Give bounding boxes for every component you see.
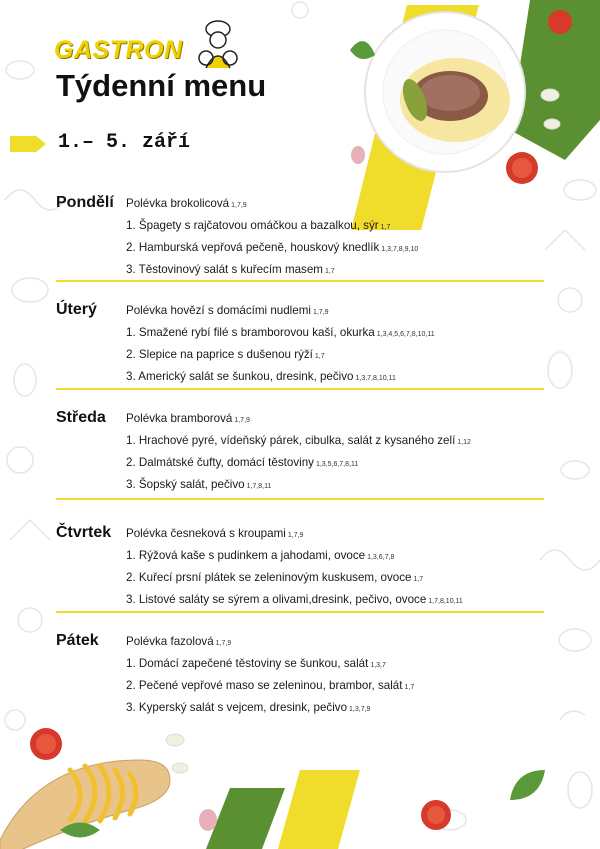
yellow-stripe	[278, 770, 360, 849]
chef-mascot-icon	[194, 20, 240, 70]
day-name: Středa	[56, 409, 106, 426]
menu-item: 2. Kuřecí prsní plátek se zeleninovým kuskusem, ovoce 1,7	[126, 571, 424, 584]
menu-item: 1. Smažené rybí filé s bramborovou kaší, okurka 1,3,4,5,6,7,8,10,11	[126, 326, 435, 339]
menu-item: 2. Slepice na paprice s dušenou rýží 1,7	[126, 348, 325, 361]
menu-item: 3. Šopský salát, pečivo 1,7,8,11	[126, 478, 272, 491]
day-name: Pátek	[56, 632, 99, 649]
menu-item-soup: Polévka česneková s kroupami 1,7,9	[126, 527, 304, 540]
day-name: Čtvrtek	[56, 524, 112, 541]
green-stripe	[206, 788, 285, 849]
day-name: Pondělí	[56, 194, 114, 211]
menu-item: 1. Rýžová kaše s pudinkem a jahodami, ovoce 1,3,6,7,8	[126, 549, 395, 562]
brand-logo: GASTRON	[54, 36, 183, 64]
menu-item: 1. Domácí zapečené těstoviny se šunkou, salát 1,3,7	[126, 657, 386, 670]
date-range: 1.– 5. září	[58, 131, 191, 154]
bottom-decoration	[0, 700, 600, 849]
menu-item: 2. Hamburská vepřová pečeně, houskový knedlík 1,3,7,8,9,10	[126, 241, 419, 254]
page-title: Týdenní menu	[56, 68, 267, 103]
divider	[56, 498, 544, 500]
garlic	[199, 809, 217, 831]
divider	[56, 280, 544, 282]
menu-item: 1. Hrachové pyré, vídeňský párek, cibulka, salát z kysaného zelí 1,12	[126, 434, 471, 447]
menu-item: 2. Pečené vepřové maso se zeleninou, brambor, salát 1,7	[126, 679, 415, 692]
menu-item: 1. Špagety s rajčatovou omáčkou a bazalkou, sýr 1,7	[126, 219, 391, 232]
menu-item: 3. Těstovinový salát s kuřecím masem 1,7	[126, 263, 335, 276]
menu-item: 3. Kyperský salát s vejcem, dresink, pečivo 1,3,7,9	[126, 701, 371, 714]
menu-item-soup: Polévka fazolová 1,7,9	[126, 635, 232, 648]
menu-item-soup: Polévka brokolicová 1,7,9	[126, 197, 247, 210]
divider	[56, 388, 544, 390]
basil-leaf	[510, 770, 545, 800]
menu-item: 2. Dalmátské čufty, domácí těstoviny 1,3,5,6,7,8,11	[126, 456, 359, 469]
date-arrow-icon	[10, 134, 46, 154]
menu-item: 3. Listové saláty se sýrem a olivami,dresink, pečivo, ovoce 1,7,8,10,11	[126, 593, 463, 606]
menu-item-soup: Polévka bramborová 1,7,9	[126, 412, 250, 425]
divider	[56, 611, 544, 613]
menu-item: 3. Americký salát se šunkou, dresink, pečivo 1,3,7,8,10,11	[126, 370, 396, 383]
menu-item-soup: Polévka hovězí s domácími nudlemi 1,7,9	[126, 304, 329, 317]
day-name: Úterý	[56, 301, 97, 318]
